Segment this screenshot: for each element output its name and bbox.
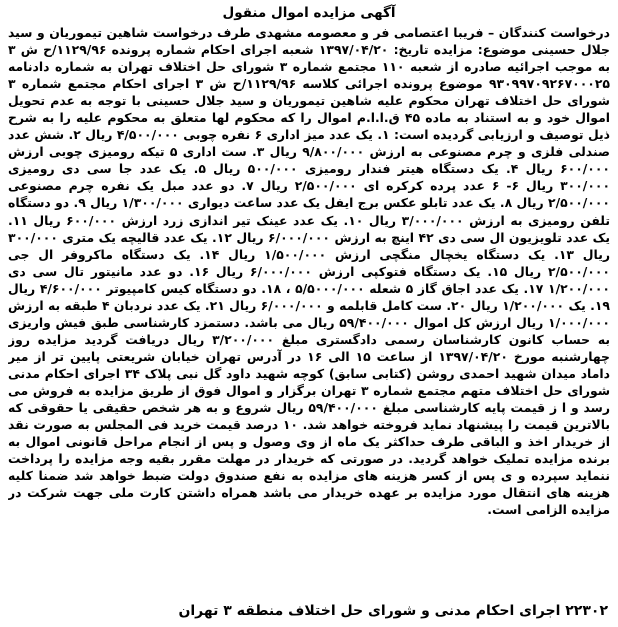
notice-body: درخواست کنندگان – فریبا اعتصامی فر و معصومه مشهدی طرف درخواست شاهین تیموریان و سید جلال حسینی موضوع: مزایده تاریخ: ۱۳۹۷/۰۴/۲۰ شعبه اجرای احکام شماره پرونده ۱۱۲۹/۹۶/ح ش ۳ به موجب اجرائیه صادره از شعبه ۱۱۰ مجتمع شماره ۳ شورای حل اختلاف تهران به شماره دادنامه ۹۳۰۹۹۷۰۹۲۶۷۰۰۰۲۵ موضوع پرونده اجرائی کلاسه ۱۱۲۹/۹۶/ح ش ۳ اجرای احکام مجتمع شماره ۳ شورای حل اختلاف تهران محکوم علیه شاهین تیموریان و سید جلال حسینی با توجه به عدم تحویل اموال خود و به استناد به ماده ۴۵ ق.ا.ا.م اموال را که محکوم لها متعلق به محکوم علیه را به شرح ذیل توصیف و ارزیابی گردیده است: ۱. یک عدد میز اداری ۶ نفره چوبی ۴/۵۰۰/۰۰۰ ریال ۲. شش عدد صندلی فلزی و چرم مصنوعی به ارزش ۹/۸۰۰/۰۰۰ ریال ۳. ست اداری ۵ تیکه رومیزی چوبی ارزش ۶۰۰/۰۰۰ ریال ۴. یک دستگاه هیتر فندار رومیزی ۵۰۰/۰۰۰ ریال ۵. یک عدد جا سی دی رومیزی ۳۰۰/۰۰۰ ریال ۶- ۶ عدد پرده کرکره ای ۲/۵۰۰/۰۰۰ ریال ۷. دو عدد مبل یک نفره چرم مصنوعی ۲/۵۰۰/۰۰۰ ریال ۸. یک عدد تابلو عکس برج ایفل یک عدد ساعت دیواری ۱/۳۰۰/۰۰۰ ریال ۹. دو دستگاه تلفن رومیزی به ارزش ۳/۰۰۰/۰۰۰ ریال ۱۰. یک عدد عینک تیر اندازی زرد ارزش ۶۰۰/۰۰۰ ریال ۱۱. یک عدد تلویزیون ال سی دی ۴۲ اینچ به ارزش ۶/۰۰۰/۰۰۰ ریال ۱۲. یک عدد قالیچه یک متری ۳۰۰/۰۰۰ ریال ۱۳. یک دستگاه یخچال منگچی ارزش ۱/۵۰۰/۰۰۰ ریال ۱۴. یک دستگاه ماکروفر ال جی ۲/۵۰۰/۰۰۰ ریال ۱۵. یک دستگاه فتوکپی ارزش ۶/۰۰۰/۰۰۰ ریال ۱۶. دو عدد مانیتور تال سی دی ۱/۲۰۰/۰۰۰ ۱۷. یک عدد اجاق گاز ۵ شعله ۵/۵۰۰۰/۰۰۰ ، ۱۸. دو دستگاه کیس کامپیوتر ۴/۶۰۰/۰۰۰ ریال ۱۹. یک ۱/۲۰۰/۰۰۰ ریال ۲۰. ست کامل قابلمه و ۶/۰۰۰/۰۰۰ ریال ۲۱. یک عدد نردبان ۴ طبقه به ارزش ۱/۰۰۰/۰۰۰ ریال ارزش کل اموال ۵۹/۴۰۰/۰۰۰ ریال می باشد. دستمزد کارشناسی طبق فیش واریزی به حساب کانون کارشناسان رسمی دادگستری مبلغ ۳/۲۰۰/۰۰۰ ریال دریافت گردید مزایده روز چهارشنبه مورخ ۱۳۹۷/۰۴/۲۰ از ساعت ۱۵ الی ۱۶ در آدرس تهران خیابان شریعتی پایین تر از میر داماد میدان شهید احمدی روشن (کتابی سابق) کوچه شهید داود گل نبی پلاک ۳۴ اجرای احکام مدنی شورای حل اختلاف متهم مجتمع شماره ۳ تهران برگزار و اموال فوق از طریق مزایده به فروش می رسد و ا ز قیمت پایه کارشناسی مبلغ ۵۹/۴۰۰/۰۰۰ ریال شروع و به هر شخص حقیقی یا حقوقی که بالاترین قیمت را پیشنهاد نماید فروخته خواهد شد. ۱۰ درصد قیمت خرید فی المجلس به صورت نقد از خریدار اخذ و الباقی طرف حداکثر یک ماه از وی وصول و پس از انجام مراحل قانونی اموال به برنده مزایده تملیک خواهد گردید. در صورتی که خریدار در مهلت مقرر بقیه وجه مزایده را پرداخت ننماید سپرده و ی پس از کسر هزینه های مزایده به نفع صندوق دولت ضبط خواهد شد ضمنا کلیه هزینه های انتقال مورد مزایده بر عهده خریدار می باشد همراه داشتن کارت ملی جهت شرکت در مزایده الزامی است. (8, 25, 610, 518)
notice-signature: ۲۲۳۰۲ اجرای احکام مدنی و شورای حل اختلاف منطقه ۳ تهران (178, 603, 608, 619)
notice-title: آگهی مزایده اموال منقول (222, 5, 396, 21)
